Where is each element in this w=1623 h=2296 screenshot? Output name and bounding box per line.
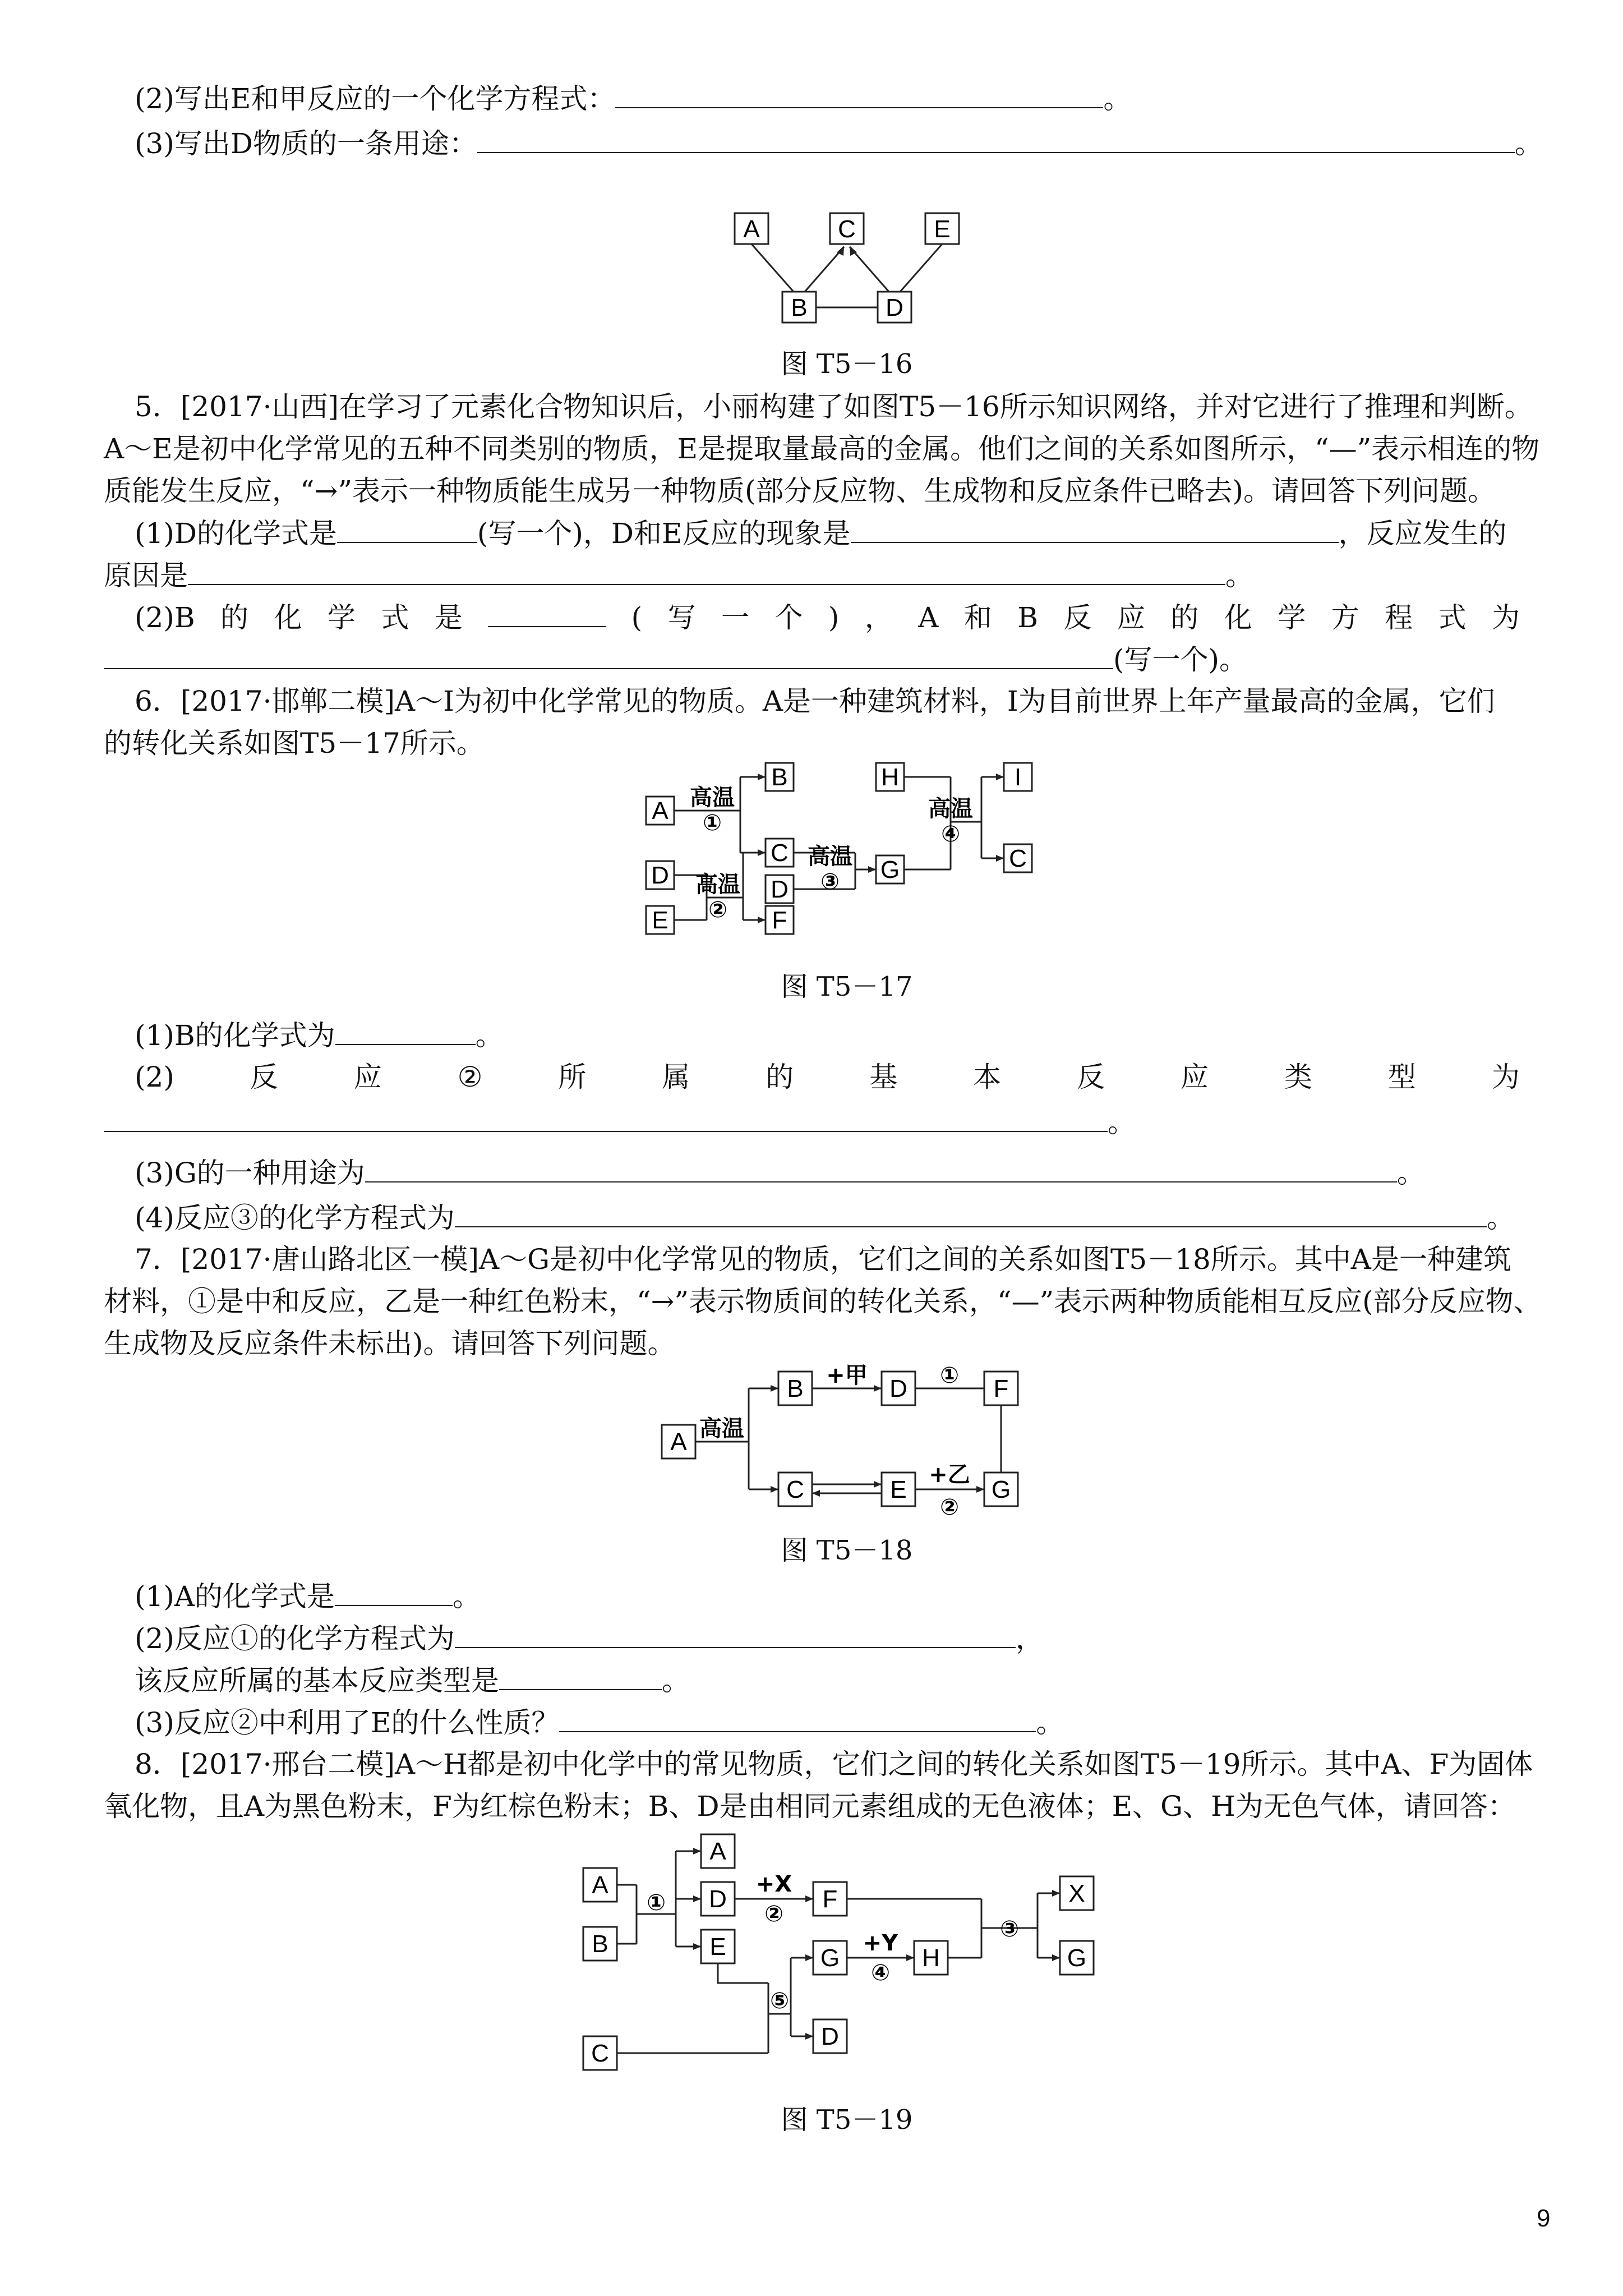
label-f: F bbox=[993, 1375, 1009, 1402]
label-d: D bbox=[886, 294, 903, 321]
token: 是 bbox=[434, 601, 463, 634]
q5-sub1-text-3: ，反应发生的 bbox=[1338, 517, 1507, 550]
token: 反 bbox=[250, 1061, 278, 1093]
token: 应 bbox=[353, 1061, 382, 1093]
punct: 。 bbox=[1514, 127, 1543, 160]
reagent-label: +X bbox=[755, 1871, 792, 1897]
q7-sub1 bbox=[135, 1579, 481, 1613]
reagent-label: +Y bbox=[863, 1930, 898, 1956]
token: 反 bbox=[1063, 601, 1092, 634]
token: 个 bbox=[774, 601, 803, 634]
token: 为 bbox=[1491, 601, 1520, 634]
figure-t5-16 bbox=[718, 208, 976, 337]
arrowhead bbox=[874, 1481, 882, 1488]
label-a: A bbox=[592, 1871, 608, 1899]
token: (2) bbox=[135, 1061, 174, 1093]
punct: 。 bbox=[1396, 1157, 1425, 1189]
label-a: A bbox=[670, 1428, 687, 1456]
label-f: F bbox=[822, 1885, 838, 1913]
arrowhead bbox=[693, 1848, 701, 1855]
arrowhead bbox=[758, 849, 766, 856]
label-g2: G bbox=[1067, 1944, 1087, 1972]
token: 程 bbox=[1385, 601, 1413, 634]
token: 式 bbox=[381, 601, 409, 634]
page-number: 9 bbox=[1537, 2205, 1551, 2232]
label-f: F bbox=[772, 907, 787, 934]
arrowhead bbox=[996, 774, 1004, 780]
label-c: C bbox=[786, 1476, 804, 1503]
punct: 。 bbox=[1225, 559, 1253, 592]
label-h: H bbox=[881, 763, 899, 791]
label-b: B bbox=[592, 1930, 608, 1958]
label-d2: D bbox=[771, 876, 789, 903]
q4-sub3 bbox=[135, 126, 1543, 160]
answer-blank[interactable] bbox=[365, 1156, 1397, 1182]
label-d2: D bbox=[821, 2023, 839, 2050]
q5-intro-line-1: 5．[2017·山西]在学习了元素化合物知识后，小丽构建了如图T5－16所示知识网络，并对它进行了推理和判断。 bbox=[135, 390, 1533, 423]
token: 和 bbox=[963, 601, 992, 634]
token: 式 bbox=[1438, 601, 1467, 634]
answer-blank[interactable] bbox=[337, 516, 477, 543]
q4-sub2-text: (2)写出E和甲反应的一个化学方程式： bbox=[135, 82, 616, 115]
token: 反 bbox=[1077, 1061, 1105, 1093]
arrowhead bbox=[693, 1943, 701, 1950]
answer-blank[interactable] bbox=[477, 126, 1515, 153]
label-g: G bbox=[880, 856, 900, 884]
label-h: H bbox=[922, 1944, 940, 1972]
label-e: E bbox=[890, 1476, 907, 1503]
q5-sub1-text: (1)D的化学式是 bbox=[135, 517, 337, 550]
punct: 。 bbox=[1036, 1706, 1064, 1739]
token: 本 bbox=[973, 1061, 1002, 1093]
link-a-b bbox=[751, 244, 794, 292]
q5-intro-line-2: A～E是初中化学常见的五种不同类别的物质，E是提取量最高的金属。他们之间的关系如图所示，“—”表示相连的物 bbox=[104, 432, 1540, 465]
arrowhead bbox=[1052, 1954, 1060, 1961]
label-c: C bbox=[591, 2040, 609, 2067]
q5-sub1-cont bbox=[104, 558, 1253, 592]
link-e-d bbox=[900, 244, 942, 292]
q5-sub2 bbox=[135, 600, 1520, 634]
answer-blank[interactable] bbox=[104, 642, 1113, 669]
token: ) bbox=[828, 601, 840, 634]
reaction-number: ② bbox=[764, 1901, 783, 1927]
label-a: A bbox=[652, 797, 668, 825]
arrowhead bbox=[771, 1486, 778, 1493]
arrowhead bbox=[805, 1954, 813, 1961]
answer-blank[interactable] bbox=[455, 1200, 1487, 1227]
punct: ， bbox=[1015, 1622, 1044, 1655]
label-a: A bbox=[743, 215, 760, 243]
q5-intro-line-3: 质能发生反应，“→”表示一种物质能生成另一种物质(部分反应物、生成物和反应条件已略去)。请回答下列问题。 bbox=[104, 475, 1496, 507]
label-g: G bbox=[991, 1476, 1011, 1503]
q4-sub2 bbox=[135, 81, 1131, 116]
q7-sub2-text: (2)反应①的化学方程式为 bbox=[135, 1622, 455, 1655]
reaction-number: ② bbox=[940, 1494, 959, 1520]
label-b: B bbox=[787, 1375, 804, 1402]
figure-t5-17 bbox=[639, 757, 1054, 937]
q6-sub4 bbox=[135, 1200, 1515, 1235]
reaction-number: ① bbox=[703, 810, 722, 836]
figure-caption: 图 T5－18 bbox=[781, 1535, 913, 1566]
token: 应 bbox=[1117, 601, 1145, 634]
label-d: D bbox=[651, 862, 669, 889]
token: 写 bbox=[667, 601, 696, 634]
token: 化 bbox=[1224, 601, 1252, 634]
q5-sub2-end: (写一个)。 bbox=[1113, 643, 1248, 676]
label-e: E bbox=[652, 907, 668, 934]
condition-label: 高温 bbox=[928, 796, 973, 822]
label-b: B bbox=[771, 763, 788, 791]
punct: 。 bbox=[452, 1580, 481, 1613]
q6-sub2-cont bbox=[104, 1105, 1136, 1139]
arrowhead bbox=[758, 917, 766, 923]
label-b: B bbox=[791, 294, 808, 321]
label-e: E bbox=[709, 1933, 726, 1961]
q6-intro-line-2: 的转化关系如图T5－17所示。 bbox=[104, 727, 485, 760]
token: 属 bbox=[662, 1061, 690, 1093]
token: 基 bbox=[869, 1061, 898, 1093]
punct: 。 bbox=[475, 1019, 504, 1052]
token: 学 bbox=[1278, 601, 1306, 634]
label-g: G bbox=[820, 1944, 840, 1972]
arrow-b-c bbox=[805, 247, 844, 292]
reaction-number: ③ bbox=[1000, 1916, 1019, 1942]
label-d: D bbox=[889, 1375, 907, 1402]
condition-label: 高温 bbox=[808, 844, 852, 869]
token: 方 bbox=[1331, 601, 1359, 634]
label-a2: A bbox=[709, 1838, 726, 1865]
answer-blank[interactable] bbox=[335, 1018, 476, 1045]
reaction-number: ③ bbox=[820, 869, 840, 895]
label-x: X bbox=[1068, 1880, 1085, 1907]
label-c2: C bbox=[1009, 845, 1027, 872]
arrowhead bbox=[906, 1954, 914, 1961]
arrowhead bbox=[805, 1895, 813, 1902]
q6-intro-line-1: 6．[2017·邯郸二模]A～I为初中化学常见的物质。A是一种建筑材料，I为目前世界上年产量最高的金属，它们 bbox=[135, 685, 1495, 717]
label-c: C bbox=[838, 215, 856, 243]
reaction-number: ② bbox=[708, 897, 727, 923]
answer-blank[interactable] bbox=[335, 1579, 453, 1606]
q8-intro-line-2: 氧化物，且A为黑色粉末，F为红棕色粉末；B、D是由相同元素组成的无色液体；E、G、H为无色气体，请回答： bbox=[104, 1790, 1516, 1823]
arrowhead bbox=[976, 1486, 984, 1493]
label-i: I bbox=[1014, 763, 1022, 791]
q7-intro-line-3: 生成物及反应条件未标出)。请回答下列问题。 bbox=[104, 1327, 676, 1360]
token: 为 bbox=[1491, 1061, 1520, 1093]
arrowhead bbox=[874, 1385, 882, 1392]
arrowhead bbox=[758, 774, 766, 780]
q6-sub3 bbox=[135, 1156, 1425, 1190]
answer-blank[interactable] bbox=[615, 81, 1103, 108]
figure-t5-19 bbox=[578, 1829, 1122, 2087]
figure-t5-18 bbox=[651, 1358, 1043, 1520]
figure-caption: 图 T5－19 bbox=[781, 2104, 913, 2136]
condition-label: 高温 bbox=[699, 1416, 744, 1442]
reaction-number: ④ bbox=[941, 821, 960, 847]
token: 型 bbox=[1387, 1061, 1416, 1093]
q7-sub2 bbox=[135, 1621, 1044, 1655]
q5-sub2-cont bbox=[104, 642, 1247, 677]
q7-sub2-text-2: 该反应所属的基本反应类型是 bbox=[135, 1664, 499, 1697]
arrowhead bbox=[868, 866, 876, 873]
q5-sub1-text-2: (写一个)，D和E反应的现象是 bbox=[477, 517, 851, 550]
answer-blank[interactable] bbox=[851, 516, 1339, 543]
answer-blank[interactable] bbox=[488, 600, 606, 627]
q7-intro-line-2: 材料，①是中和反应，乙是一种红色粉末，“→”表示物质间的转化关系，“—”表示两种物质能相互反应(部分反应物、 bbox=[104, 1285, 1542, 1318]
arrow-d-c bbox=[850, 247, 889, 292]
reagent-label: +乙 bbox=[929, 1462, 970, 1488]
arrowhead bbox=[812, 1490, 820, 1497]
token: ( bbox=[631, 601, 643, 634]
q7-sub3-text: (3)反应②中利用了E的什么性质？ bbox=[135, 1706, 560, 1739]
reaction-number: ① bbox=[647, 1890, 666, 1916]
token: 所 bbox=[558, 1061, 587, 1093]
figure-caption: 图 T5－16 bbox=[781, 348, 913, 380]
token: 学 bbox=[327, 601, 356, 634]
token: ② bbox=[457, 1061, 483, 1093]
condition-label: 高温 bbox=[695, 872, 740, 898]
q5-sub1-text-4: 原因是 bbox=[104, 559, 188, 592]
token: (2)B bbox=[135, 601, 195, 634]
q6-sub1-text: (1)B的化学式为 bbox=[135, 1019, 335, 1052]
punct: 。 bbox=[1108, 1106, 1136, 1139]
label-c: C bbox=[771, 839, 789, 867]
q7-sub2-cont bbox=[135, 1663, 690, 1697]
q6-sub1 bbox=[135, 1018, 504, 1052]
q7-sub3 bbox=[135, 1705, 1064, 1740]
figure-caption: 图 T5－17 bbox=[781, 971, 913, 1002]
token: A bbox=[918, 601, 939, 634]
q6-sub2 bbox=[135, 1060, 1520, 1094]
token: 的 bbox=[1170, 601, 1199, 634]
punct: 。 bbox=[1486, 1202, 1515, 1234]
arrowhead bbox=[693, 1895, 701, 1902]
token: ， bbox=[864, 601, 893, 634]
answer-blank[interactable] bbox=[188, 558, 1225, 585]
token: 化 bbox=[274, 601, 302, 634]
q6-sub3-text: (3)G的一种用途为 bbox=[135, 1157, 365, 1189]
answer-blank[interactable] bbox=[559, 1705, 1036, 1732]
reagent-label: +甲 bbox=[826, 1363, 868, 1388]
answer-blank[interactable] bbox=[499, 1663, 662, 1690]
q5-sub1 bbox=[135, 516, 1507, 550]
q6-sub4-text: (4)反应③的化学方程式为 bbox=[135, 1202, 455, 1234]
label-d: D bbox=[709, 1885, 727, 1913]
token: 类 bbox=[1284, 1061, 1312, 1093]
punct: 。 bbox=[1103, 82, 1132, 115]
reaction-number: ④ bbox=[871, 1960, 890, 1986]
punct: 。 bbox=[662, 1664, 690, 1697]
reaction-number: ⑤ bbox=[770, 1988, 789, 2014]
q8-intro-line-1: 8．[2017·邢台二模]A～H都是初中化学中的常见物质，它们之间的转化关系如图T5－19所示。其中A、F为固体 bbox=[135, 1748, 1533, 1780]
arrowhead bbox=[805, 2033, 813, 2040]
token: 应 bbox=[1181, 1061, 1209, 1093]
arrowhead bbox=[771, 1385, 778, 1392]
answer-blank[interactable] bbox=[104, 1105, 1108, 1132]
token: 的 bbox=[220, 601, 249, 634]
token: B bbox=[1017, 601, 1039, 634]
q4-sub3-text: (3)写出D物质的一条用途： bbox=[135, 127, 477, 160]
q7-intro-line-1: 7．[2017·唐山路北区一模]A～G是初中化学常见的物质，它们之间的关系如图T5－18所示。其中A是一种建筑 bbox=[135, 1243, 1511, 1276]
label-e: E bbox=[934, 215, 951, 243]
token: 的 bbox=[766, 1061, 794, 1093]
arrowhead bbox=[996, 855, 1004, 862]
reaction-number: ① bbox=[940, 1363, 959, 1388]
answer-blank[interactable] bbox=[455, 1621, 1016, 1648]
arrowhead bbox=[1052, 1890, 1060, 1897]
q7-sub1-text: (1)A的化学式是 bbox=[135, 1580, 335, 1613]
condition-label: 高温 bbox=[690, 785, 735, 811]
token: 一 bbox=[721, 601, 750, 634]
